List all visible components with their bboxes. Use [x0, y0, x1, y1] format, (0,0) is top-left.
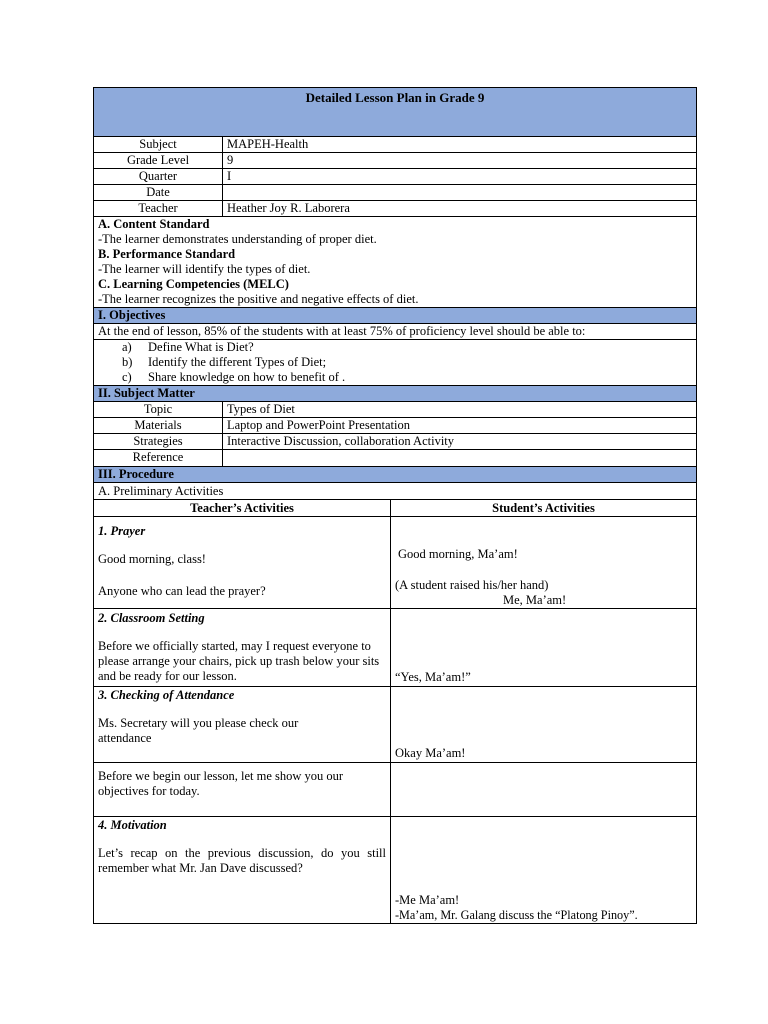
- activity-row-attendance: [94, 687, 697, 763]
- motivation-teacher-text: Let’s recap on the previous discussion, do you still remember what Mr. Jan Dave discussed?: [98, 846, 386, 875]
- objectives-heading: I. Objectives: [94, 308, 697, 324]
- performance-standard-text: -The learner will identify the types of diet.: [98, 262, 311, 276]
- objective-item: [98, 355, 692, 370]
- motivation-student-line-2: -Ma’am, Mr. Galang discuss the “Platong Pinoy”.: [395, 908, 638, 922]
- activity-row-motivation: [94, 817, 697, 924]
- attendance-teacher-text: Ms. Secretary will you please check our attendance: [98, 716, 299, 745]
- attendance-student-text: Okay Ma’am!: [395, 746, 466, 760]
- content-standard-text: -The learner demonstrates understanding of proper diet.: [98, 232, 377, 246]
- info-value: MAPEH-Health: [223, 137, 697, 153]
- subject-matter-value: Laptop and PowerPoint Presentation: [223, 418, 697, 434]
- subject-matter-label: Topic: [94, 402, 223, 418]
- objective-text: Share knowledge on how to benefit of .: [148, 370, 346, 384]
- content-standard-heading: A. Content Standard: [98, 217, 210, 231]
- competency-text: -The learner recognizes the positive and negative effects of diet.: [98, 292, 419, 306]
- teacher-activity-cell: [94, 817, 391, 924]
- objective-item: [98, 370, 692, 385]
- prayer-student-line-1: Good morning, Ma’am!: [398, 547, 518, 561]
- info-label: Teacher: [94, 201, 223, 217]
- teacher-activity-cell: [94, 687, 391, 763]
- teacher-activity-cell: [94, 609, 391, 687]
- objectives-list: [98, 340, 692, 385]
- prayer-teacher-line-1: Good morning, class!: [98, 552, 206, 566]
- info-row-grade: [94, 153, 697, 169]
- standards-row: [94, 217, 697, 308]
- objective-text: Identify the different Types of Diet;: [148, 355, 327, 369]
- subject-matter-label: Strategies: [94, 434, 223, 450]
- subject-matter-value: [223, 450, 697, 467]
- teacher-activities-header: Teacher’s Activities: [94, 500, 391, 517]
- document-title: Detailed Lesson Plan in Grade 9: [94, 88, 697, 137]
- student-activity-cell: [391, 687, 697, 763]
- teacher-activity-cell: [94, 763, 391, 817]
- standards-cell: [94, 217, 697, 308]
- prayer-student-line-3: Me, Ma’am!: [503, 593, 567, 607]
- info-row-subject: [94, 137, 697, 153]
- subject-matter-value: Types of Diet: [223, 402, 697, 418]
- classroom-student-text: “Yes, Ma’am!”: [395, 670, 471, 684]
- teacher-activity-cell: [94, 517, 391, 609]
- subject-matter-row: [94, 434, 697, 450]
- activity-row-classroom: [94, 609, 697, 687]
- performance-standard-heading: B. Performance Standard: [98, 247, 236, 261]
- lesson-plan-document: [93, 87, 696, 924]
- motivation-title: 4. Motivation: [98, 818, 167, 832]
- info-value: I: [223, 169, 697, 185]
- info-label: Grade Level: [94, 153, 223, 169]
- info-value: 9: [223, 153, 697, 169]
- objectives-list-cell: [94, 340, 697, 386]
- subject-matter-row: [94, 450, 697, 467]
- classroom-teacher-text: Before we officially started, may I request everyone to please arrange your chairs, pick up trash below your sits and be ready for our lesson.: [98, 639, 380, 683]
- subject-matter-value: Interactive Discussion, collaboration Activity: [223, 434, 697, 450]
- objective-letter: c): [122, 370, 132, 384]
- info-label: Quarter: [94, 169, 223, 185]
- student-activities-header: Student’s Activities: [391, 500, 697, 517]
- procedure-heading: III. Procedure: [94, 467, 697, 483]
- student-activity-cell: [391, 609, 697, 687]
- subject-matter-label: Materials: [94, 418, 223, 434]
- motivation-student-line-1: -Me Ma’am!: [395, 893, 460, 907]
- info-label: Date: [94, 185, 223, 201]
- preliminary-activities: A. Preliminary Activities: [94, 483, 697, 500]
- subject-matter-label: Reference: [94, 450, 223, 467]
- objectives-intro: At the end of lesson, 85% of the students with at least 75% of proficiency level should be able to:: [94, 324, 697, 340]
- activity-row-prayer: [94, 517, 697, 609]
- prayer-student-line-2: (A student raised his/her hand): [395, 578, 549, 592]
- subject-matter-heading: II. Subject Matter: [94, 386, 697, 402]
- attendance-title: 3. Checking of Attendance: [98, 688, 235, 702]
- subject-matter-row: [94, 402, 697, 418]
- prayer-teacher-line-2: Anyone who can lead the prayer?: [98, 584, 266, 598]
- objectives-teacher-text: Before we begin our lesson, let me show you our objectives for today.: [98, 769, 344, 798]
- student-activity-cell: [391, 517, 697, 609]
- objective-letter: b): [122, 355, 133, 369]
- info-row-date: [94, 185, 697, 201]
- objective-letter: a): [122, 340, 132, 354]
- info-row-teacher: [94, 201, 697, 217]
- activity-row-objectives: [94, 763, 697, 817]
- info-value: [223, 185, 697, 201]
- objective-text: Define What is Diet?: [148, 340, 254, 354]
- student-activity-cell: [391, 817, 697, 924]
- prayer-title: 1. Prayer: [98, 524, 146, 538]
- info-row-quarter: [94, 169, 697, 185]
- info-value: Heather Joy R. Laborera: [223, 201, 697, 217]
- classroom-title: 2. Classroom Setting: [98, 611, 205, 625]
- objective-item: [98, 340, 692, 355]
- subject-matter-row: [94, 418, 697, 434]
- student-activity-cell: [391, 763, 697, 817]
- competency-heading: C. Learning Competencies (MELC): [98, 277, 289, 291]
- lesson-plan-table: [93, 87, 697, 924]
- info-label: Subject: [94, 137, 223, 153]
